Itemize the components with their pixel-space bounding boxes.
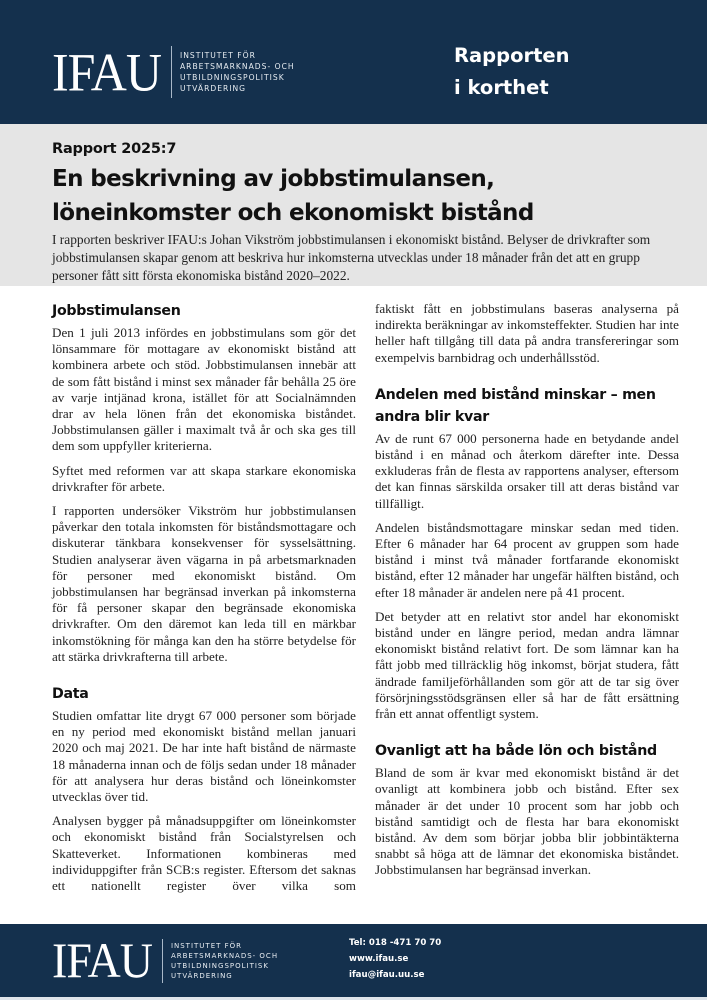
logo-subtitle-line: ARBETSMARKNADS- OCH: [170, 952, 279, 960]
paragraph: I rapporten undersöker Vikström hur jobbstimulansen påverkar den totala inkomsten för biståndsmottagare och diskuterar tänkbara konsekvenser för sysselsättning. Studien analyserar även vägarna in på arbetsmarknaden för personer med ekonomiskt bistånd. Om jobbstimulansen har begränsad inverkan på inkomsterna för få personer skapar den begränsade ekonomiska drivkrafter. Om den däremot kan leda till en märkbar inkomstökning för många kan den ha större betydelse för att stärka drivkrafterna till arbete.: [52, 503, 356, 664]
logo-mark: IFAU: [52, 932, 152, 988]
paragraph: Av de runt 67 000 personerna hade en betydande andel bistånd i en månad och återkom därefter inte. Dessa exkluderas från de flesta av rapportens analyser, eftersom det kan finnas särskilda orsaker till att deras bistånd var tillfälligt.: [375, 430, 679, 511]
contact-email-link[interactable]: ifau@ifau.uu.se: [349, 970, 425, 980]
logo-divider: [162, 939, 163, 983]
section-heading-jobbstimulansen: Jobbstimulansen: [52, 303, 181, 319]
logo-subtitle-line: INSTITUTET FÖR: [179, 51, 256, 60]
paragraph: Den 1 juli 2013 infördes en jobbstimulans som gör det lönsammare för mottagare av ekonomiskt bistånd att kombinera arbete och stöd. Jobbstimulansen innebär att de som fått bistånd i minst sex månader får behålla 25 öre av varje intjänad krona, istället för att Socialnämnden drar av hela lönen från det ekonomiska biståndet. Jobbstimulansen gäller i maximalt två år och ska ges till dem som uppfyller kriterierna.: [52, 325, 356, 454]
paragraph: Andelen biståndsmottagare minskar sedan med tiden. Efter 6 månader har 64 procent av gruppen som hade bistånd i minst två månader fortfarande ekonomiskt bistånd, efter 12 månader har ungefär hälften bistånd, och efter 18 månader är andelen nere på 41 procent.: [375, 519, 679, 600]
section-gap: [375, 374, 679, 384]
footer-contact: [349, 935, 441, 983]
page-footer: [0, 924, 707, 997]
paragraph: Det betyder att en relativt stor andel har ekonomiskt bistånd under en längre period, medan andra lämnar ekonomiskt bistånd relativt fort. De som lämnar kan ha fått jobb med tillräcklig hög inkomst, börjat studera, fått ändrade familjeförhållanden som gör att de tar sig över försörjningsstödsgränsen eller så har de fått ersättning från ett annat offentligt system.: [375, 608, 679, 722]
title-band: [0, 124, 707, 286]
ifau-logo: [52, 41, 295, 103]
page-header: [0, 0, 707, 124]
paragraph: Bland de som är kvar med ekonomiskt bistånd är det ovanligt att kombinera jobb och bistånd. Efter sex månader är det under 10 procent som har jobb och bistånd samtidigt och de flesta har bara ekonomiskt bistånd. Av dem som börjar jobba blir jobbintäkterna snabbt så höga att de lämnar det ekonomiska biståndet. Jobbstimulansen har begränsad inverkan.: [375, 765, 679, 878]
right-column: [375, 301, 679, 887]
logo-mark: IFAU: [52, 41, 161, 103]
paragraph-continued: faktiskt fått en jobbstimulans baseras analyserna på indirekta beräkningar av inkomsteffekter. Studien har inte heller haft tillgång till data på andra transfereringar som exempelvis barnbidrag och underhållsstöd.: [375, 301, 679, 365]
logo-divider: [171, 46, 172, 98]
contact-web-link[interactable]: www.ifau.se: [349, 954, 409, 964]
section-gap: [375, 730, 679, 740]
series-title-line: i korthet: [454, 76, 549, 99]
section-heading-ovanligt: Ovanligt att ha både lön och bistånd: [375, 743, 657, 760]
logo-subtitle-line: UTVÄRDERING: [170, 972, 233, 980]
paragraph: Studien omfattar lite drygt 67 000 personer som började en ny period med ekonomiskt bistånd mellan januari 2020 och maj 2021. De har inte haft bistånd de närmaste 18 månaderna innan och de följs sedan under 18 månader för att analysera hur deras bistånd och löneinkomster utvecklas över tid.: [52, 708, 356, 805]
contact-phone: Tel: 018 -471 70 70: [349, 938, 442, 948]
logo-subtitle-line: UTBILDNINGSPOLITISK: [179, 73, 285, 82]
logo-subtitle-line: ARBETSMARKNADS- OCH: [179, 62, 295, 71]
logo-subtitle: [180, 50, 295, 94]
series-title: [454, 40, 570, 104]
section-gap: [52, 673, 356, 683]
series-title-line: Rapporten: [454, 44, 570, 67]
logo-subtitle-line: UTVÄRDERING: [179, 84, 247, 93]
left-column: [52, 300, 356, 902]
logo-subtitle-line: INSTITUTET FÖR: [170, 942, 243, 950]
logo-subtitle-line: UTBILDNINGSPOLITISK: [170, 962, 269, 970]
report-title-line: löneinkomster och ekonomiskt bistånd: [52, 200, 534, 226]
report-number: Rapport 2025:7: [52, 141, 177, 157]
paragraph: Syftet med reformen var att skapa starkare ekonomiska drivkrafter för arbete.: [52, 462, 356, 494]
report-lede: I rapporten beskriver IFAU:s Johan Vikström jobbstimulansen i ekonomiskt bistånd. Belyser de drivkrafter som jobbstimulansen skapar genom att beskriva hur inkomsterna utvecklas under 18 månader från det att en grupp personer fått sitt första ekonomiska bistånd 2020–2022.: [52, 232, 651, 283]
ifau-logo: [52, 932, 279, 988]
report-title: [52, 162, 672, 230]
section-heading-andelen: Andelen med bistånd minskar – men andra blir kvar: [375, 386, 656, 425]
section-heading-data: Data: [52, 686, 89, 703]
paragraph: Analysen bygger på månadsuppgifter om löneinkomster och ekonomiskt bistånd från Socialstyrelsen och Skatteverket. Informationen kombineras med individuppgifter från SCB:s register. Eftersom det saknas ett nationellt register över vilka som: [52, 813, 356, 894]
report-title-line: En beskrivning av jobbstimulansen,: [52, 166, 495, 192]
logo-subtitle: [171, 941, 278, 981]
